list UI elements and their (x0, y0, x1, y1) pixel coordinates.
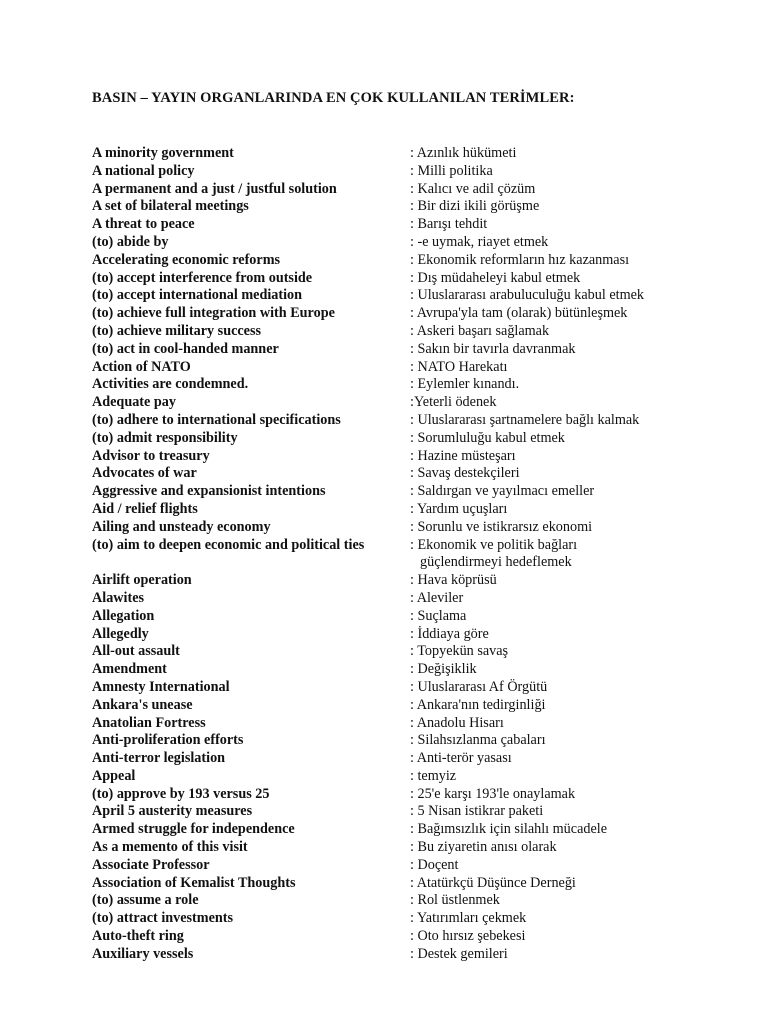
meaning-text: : Bu ziyaretin anısı olarak (410, 839, 557, 856)
glossary-entry (92, 181, 732, 199)
term-english: As a memento of this visit (92, 839, 248, 856)
meaning-text: : NATO Harekatı (410, 358, 508, 375)
term-turkish (410, 661, 732, 679)
meaning-continuation: güçlendirmeyi hedeflemek (420, 554, 572, 571)
glossary-entry (92, 732, 732, 750)
glossary-entry (92, 715, 732, 733)
meaning-text: : -e uymak, riayet etmek (410, 233, 549, 250)
term-turkish (410, 626, 732, 644)
glossary-entry (92, 821, 732, 839)
meaning-text: : Sorunlu ve istikrarsız ekonomi (410, 518, 593, 535)
term-turkish (410, 892, 732, 910)
term-english: (to) abide by (92, 233, 169, 250)
term-english: Alawites (92, 589, 145, 606)
term-turkish (410, 501, 732, 519)
term-english: A threat to peace (92, 216, 195, 233)
meaning-text: : Saldırgan ve yayılmacı emeller (410, 483, 595, 500)
page-title: BASIN – YAYIN ORGANLARINDA EN ÇOK KULLANILAN TERİMLER: (92, 90, 575, 106)
meaning-text: : Uluslararası şartnamelere bağlı kalmak (410, 411, 640, 428)
meaning-text: : 25'e karşı 193'le onaylamak (410, 785, 576, 802)
term-english: (to) aim to deepen economic and political ties (92, 536, 365, 553)
term-english: A national policy (92, 162, 195, 179)
term-english: (to) admit responsibility (92, 429, 238, 446)
meaning-text: : Suçlama (410, 607, 467, 624)
glossary-entry (92, 341, 732, 359)
meaning-text: : Değişiklik (410, 661, 477, 678)
term-english: Appeal (92, 767, 136, 784)
term-turkish (410, 679, 732, 697)
term-english: Ankara's unease (92, 696, 193, 713)
term-english: (to) act in cool-handed manner (92, 340, 279, 357)
term-turkish (410, 537, 732, 573)
term-english: Advocates of war (92, 465, 197, 482)
glossary-entry (92, 430, 732, 448)
glossary-entry (92, 519, 732, 537)
term-turkish (410, 198, 732, 216)
glossary-entry (92, 839, 732, 857)
term-turkish (410, 590, 732, 608)
meaning-text: : Sorumluluğu kabul etmek (410, 429, 565, 446)
meaning-text: : İddiaya göre (410, 625, 489, 642)
term-english: A set of bilateral meetings (92, 198, 249, 215)
glossary-entry (92, 626, 732, 644)
term-english: (to) adhere to international specifications (92, 411, 341, 428)
term-turkish (410, 857, 732, 875)
term-turkish (410, 216, 732, 234)
term-turkish (410, 145, 732, 163)
meaning-text: : Sakın bir tavırla davranmak (410, 340, 576, 357)
meaning-text: : Savaş destekçileri (410, 465, 520, 482)
glossary-entry (92, 537, 732, 573)
glossary-entry (92, 501, 732, 519)
meaning-text: : Oto hırsız şebekesi (410, 928, 526, 945)
term-english: (to) achieve full integration with Europe (92, 305, 335, 322)
term-turkish (410, 839, 732, 857)
glossary-entry (92, 910, 732, 928)
glossary-entry (92, 270, 732, 288)
term-english: Advisor to treasury (92, 447, 210, 464)
meaning-text: : Yatırımları çekmek (410, 910, 527, 927)
glossary-entry (92, 786, 732, 804)
term-english: (to) achieve military success (92, 322, 262, 339)
meaning-text: : Askeri başarı sağlamak (410, 322, 550, 339)
meaning-text: : Uluslararası Af Örgütü (410, 678, 548, 695)
term-english: Allegedly (92, 625, 149, 642)
meaning-text: : Ekonomik reformların hız kazanması (410, 251, 630, 268)
term-english: Amnesty International (92, 678, 230, 695)
term-turkish (410, 412, 732, 430)
term-turkish (410, 430, 732, 448)
meaning-text: : Barışı tehdit (410, 216, 488, 233)
term-english: Accelerating economic reforms (92, 251, 281, 268)
glossary-entry (92, 768, 732, 786)
term-turkish (410, 287, 732, 305)
meaning-text: : Topyekün savaş (410, 643, 509, 660)
term-turkish (410, 910, 732, 928)
meaning-text: : Ekonomik ve politik bağları (410, 536, 578, 553)
glossary-entry (92, 892, 732, 910)
glossary-entry (92, 145, 732, 163)
term-turkish (410, 270, 732, 288)
term-english: (to) accept interference from outside (92, 269, 313, 286)
term-turkish (410, 821, 732, 839)
meaning-text: : Hava köprüsü (410, 572, 497, 589)
glossary-entry (92, 163, 732, 181)
meaning-text: : Hazine müsteşarı (410, 447, 516, 464)
term-turkish (410, 875, 732, 893)
term-english: Airlift operation (92, 572, 192, 589)
term-english: Armed struggle for independence (92, 821, 295, 838)
meaning-text: : Destek gemileri (410, 945, 508, 962)
term-turkish (410, 697, 732, 715)
term-turkish (410, 643, 732, 661)
meaning-text: : Eylemler kınandı. (410, 376, 520, 393)
glossary-entry (92, 928, 732, 946)
glossary-entry (92, 305, 732, 323)
term-english: Ailing and unsteady economy (92, 518, 271, 535)
meaning-text: : Avrupa'yla tam (olarak) bütünleşmek (410, 305, 628, 322)
meaning-text: : Dış müdaheleyi kabul etmek (410, 269, 581, 286)
term-english: Amendment (92, 661, 167, 678)
glossary-entry (92, 323, 732, 341)
term-turkish (410, 928, 732, 946)
glossary-entry (92, 946, 732, 964)
term-english: Association of Kemalist Thoughts (92, 874, 296, 891)
term-turkish (410, 394, 732, 412)
term-english: Associate Professor (92, 856, 210, 873)
glossary-entry (92, 359, 732, 377)
glossary-entry (92, 572, 732, 590)
term-english: Auto-theft ring (92, 928, 184, 945)
glossary-entry (92, 750, 732, 768)
term-english: Aid / relief flights (92, 500, 198, 517)
term-english: Auxiliary vessels (92, 945, 194, 962)
term-english: A minority government (92, 145, 234, 161)
glossary-entry (92, 483, 732, 501)
term-english: Activities are condemned. (92, 376, 249, 393)
term-turkish (410, 715, 732, 733)
term-turkish (410, 803, 732, 821)
meaning-text: : Azınlık hükümeti (410, 145, 517, 161)
meaning-text: : Kalıcı ve adil çözüm (410, 180, 536, 197)
meaning-text: : Bağımsızlık için silahlı mücadele (410, 821, 608, 838)
meaning-text: : Silahsızlanma çabaları (410, 732, 546, 749)
term-turkish (410, 359, 732, 377)
glossary-entry (92, 590, 732, 608)
meaning-text: : Atatürkçü Düşünce Derneği (410, 874, 576, 891)
term-english: Anatolian Fortress (92, 714, 206, 731)
meaning-text: : Anadolu Hisarı (410, 714, 504, 731)
term-english: A permanent and a just / justful solution (92, 180, 337, 197)
term-turkish (410, 376, 732, 394)
meaning-text: : Yardım uçuşları (410, 500, 508, 517)
glossary-entry (92, 679, 732, 697)
meaning-text: : Anti-terör yasası (410, 750, 512, 767)
glossary-list (92, 145, 732, 964)
glossary-entry (92, 287, 732, 305)
term-turkish (410, 519, 732, 537)
glossary-entry (92, 234, 732, 252)
term-english: (to) attract investments (92, 910, 234, 927)
term-turkish (410, 483, 732, 501)
term-turkish (410, 448, 732, 466)
term-english: Anti-proliferation efforts (92, 732, 244, 749)
glossary-entry (92, 661, 732, 679)
glossary-entry (92, 697, 732, 715)
glossary-entry (92, 875, 732, 893)
term-turkish (410, 946, 732, 964)
glossary-entry (92, 376, 732, 394)
term-turkish (410, 323, 732, 341)
term-turkish (410, 341, 732, 359)
glossary-entry (92, 803, 732, 821)
meaning-text: : Aleviler (410, 589, 464, 606)
meaning-text: : Milli politika (410, 162, 493, 179)
meaning-text: :Yeterli ödenek (410, 394, 497, 411)
term-turkish (410, 768, 732, 786)
glossary-entry (92, 448, 732, 466)
glossary-entry (92, 252, 732, 270)
term-english: Adequate pay (92, 394, 176, 411)
meaning-text: : Ankara'nın tedirginliği (410, 696, 546, 713)
glossary-entry (92, 198, 732, 216)
meaning-text: : 5 Nisan istikrar paketi (410, 803, 544, 820)
glossary-entry (92, 608, 732, 626)
meaning-text: : Rol üstlenmek (410, 892, 500, 909)
term-english: Anti-terror legislation (92, 750, 226, 767)
meaning-text: : temyiz (410, 767, 457, 784)
term-turkish (410, 305, 732, 323)
term-english: (to) approve by 193 versus 25 (92, 785, 270, 802)
meaning-text: : Doçent (410, 856, 459, 873)
glossary-entry (92, 394, 732, 412)
term-turkish (410, 181, 732, 199)
term-english: (to) accept international mediation (92, 287, 303, 304)
term-english: April 5 austerity measures (92, 803, 253, 820)
term-turkish (410, 572, 732, 590)
glossary-entry (92, 465, 732, 483)
meaning-text: : Uluslararası arabuluculuğu kabul etmek (410, 287, 645, 304)
term-turkish (410, 732, 732, 750)
term-turkish (410, 750, 732, 768)
glossary-entry (92, 857, 732, 875)
term-english: (to) assume a role (92, 892, 199, 909)
glossary-entry (92, 412, 732, 430)
meaning-text: : Bir dizi ikili görüşme (410, 198, 540, 215)
term-english: Action of NATO (92, 358, 191, 375)
term-turkish (410, 234, 732, 252)
term-turkish (410, 465, 732, 483)
term-english: Allegation (92, 607, 155, 624)
term-turkish (410, 786, 732, 804)
term-english: All-out assault (92, 643, 180, 660)
term-turkish (410, 252, 732, 270)
glossary-entry (92, 643, 732, 661)
term-turkish (410, 163, 732, 181)
term-english: Aggressive and expansionist intentions (92, 483, 326, 500)
term-turkish (410, 608, 732, 626)
glossary-entry (92, 216, 732, 234)
